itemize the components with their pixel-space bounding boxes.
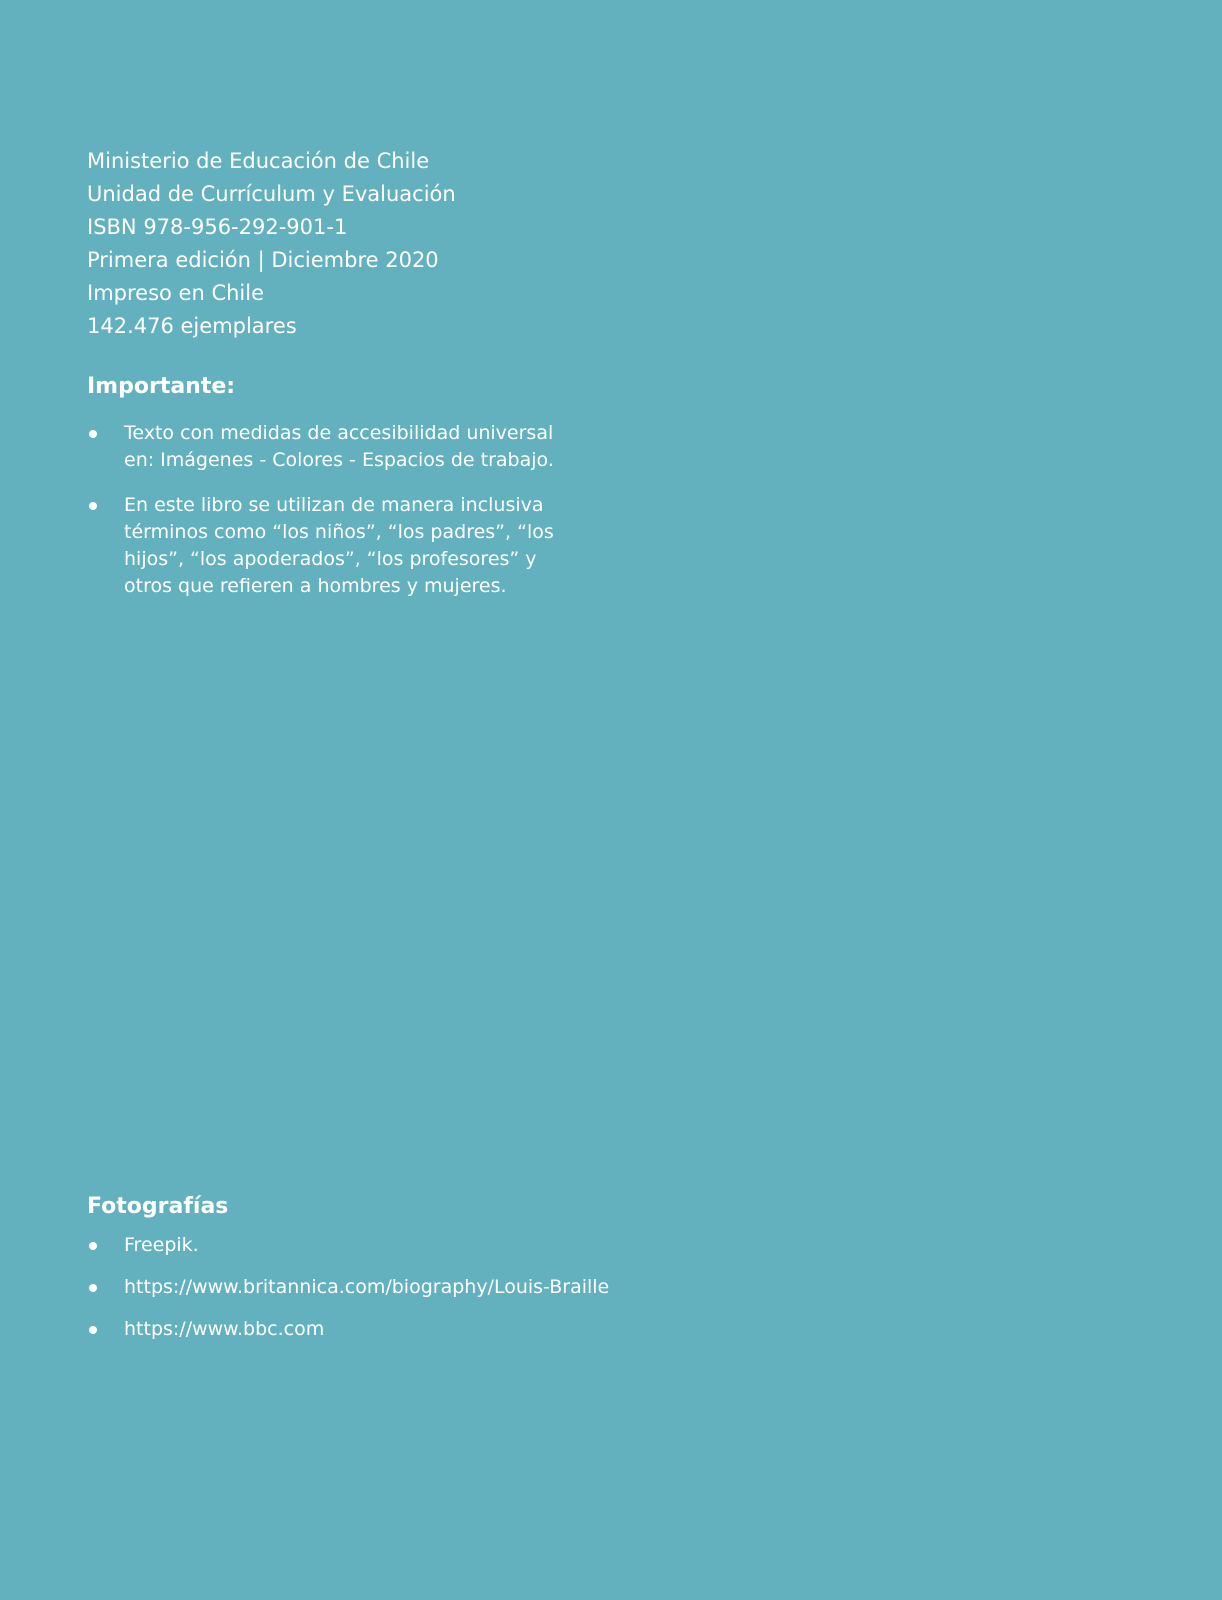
publisher-name: Ministerio de Educación de Chile bbox=[87, 149, 430, 173]
list-item: Freepik. bbox=[87, 1232, 807, 1258]
list-item: En este libro se utilizan de manera inclusiva términos como “los niños”, “los padres”, “los hijos”, “los apoderados”, “los profesores” y otros que refieren a hombres y mujeres. bbox=[87, 492, 567, 600]
photos-list bbox=[87, 1232, 807, 1342]
print-run: 142.476 ejemplares bbox=[87, 314, 297, 338]
isbn: ISBN 978-956-292-901-1 bbox=[87, 215, 348, 239]
photos-section bbox=[87, 1190, 807, 1358]
colophon-block bbox=[87, 145, 456, 343]
publisher-unit: Unidad de Currículum y Evaluación bbox=[87, 182, 456, 206]
list-item: https://www.britannica.com/biography/Louis-Braille bbox=[87, 1274, 807, 1300]
edition: Primera edición | Diciembre 2020 bbox=[87, 248, 439, 272]
list-item: Texto con medidas de accesibilidad universal en: Imágenes - Colores - Espacios de trabajo. bbox=[87, 420, 567, 474]
list-item: https://www.bbc.com bbox=[87, 1316, 807, 1342]
printed-in: Impreso en Chile bbox=[87, 281, 265, 305]
photos-title: Fotografías bbox=[87, 1194, 229, 1219]
important-list bbox=[87, 420, 567, 600]
important-section bbox=[87, 372, 567, 618]
important-title: Importante: bbox=[87, 374, 236, 399]
